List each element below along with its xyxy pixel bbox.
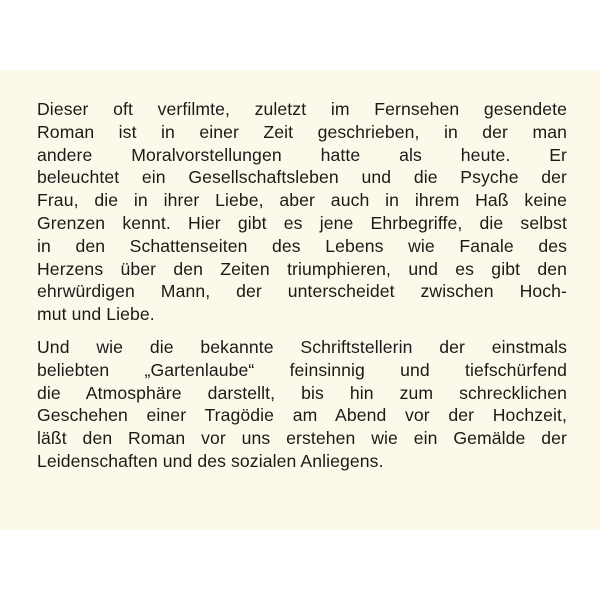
paragraph-gap xyxy=(37,326,567,336)
text-line: Frau, die in ihrer Liebe, aber auch in ihrem Haß keine xyxy=(37,190,567,211)
text-line: beleuchtet ein Gesellschaftsleben und die Psyche der xyxy=(37,167,567,188)
text-line: Herzens über den Zeiten triumphieren, und es gibt den xyxy=(37,258,567,279)
text-line: Leidenschaften und des sozialen Anliegens. xyxy=(37,450,384,471)
blurb-text xyxy=(37,98,567,473)
paragraph-2 xyxy=(37,336,567,473)
text-line: andere Moralvorstellungen hatte als heute. Er xyxy=(37,144,567,165)
text-line: in den Schattenseiten des Lebens wie Fanale des xyxy=(37,235,567,256)
text-line: Roman ist in einer Zeit geschrieben, in der man xyxy=(37,121,567,142)
text-line: Geschehen einer Tragödie am Abend vor der Hochzeit, xyxy=(37,405,567,426)
text-line: die Atmosphäre darstellt, bis hin zum schrecklichen xyxy=(37,382,567,403)
text-line: ehrwürdigen Mann, der unterscheidet zwischen Hoch- xyxy=(37,281,567,302)
text-line: mut und Liebe. xyxy=(37,304,155,325)
text-line: läßt den Roman vor uns erstehen wie ein Gemälde der xyxy=(37,428,567,449)
paragraph-1 xyxy=(37,98,567,326)
text-line: Dieser oft verfilmte, zuletzt im Fernsehen gesendete xyxy=(37,99,567,119)
text-line: beliebten „Gartenlaube“ feinsinnig und tiefschürfend xyxy=(37,359,567,380)
text-line: Und wie die bekannte Schriftstellerin der einstmals xyxy=(37,336,567,357)
text-line: Grenzen kennt. Hier gibt es jene Ehrbegriffe, die selbst xyxy=(37,212,567,233)
